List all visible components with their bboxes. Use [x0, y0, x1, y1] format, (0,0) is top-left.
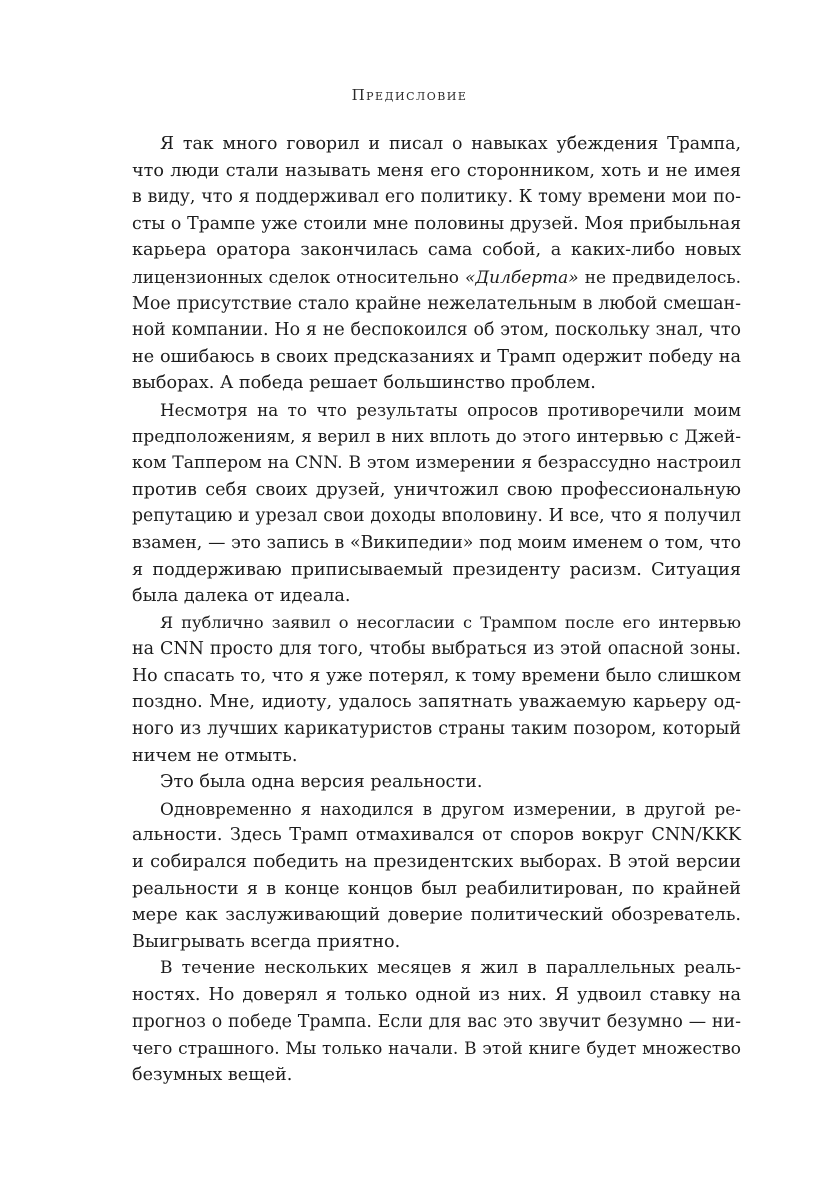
- text-line: в виду, что я поддерживал его политику. К тому времени мои по-: [132, 187, 741, 208]
- text-line: реальности я в конце концов был реабилитирован, по крайней: [132, 878, 741, 899]
- text-line: ком Таппером на CNN. В этом измерении я безрассудно настроил: [132, 453, 741, 474]
- text-line: Несмотря на то что результаты опросов противоречили моим: [160, 399, 741, 420]
- text-line: Я так много говорил и писал о навыках убеждения Трампа,: [160, 134, 741, 154]
- text-line: Это была одна версия реальности.: [160, 772, 483, 793]
- italic-title: «Дилберта»: [465, 266, 579, 287]
- text-line: ного из лучших карикатуристов страны таким позором, который: [132, 719, 741, 740]
- paragraph-3: [132, 610, 741, 770]
- text-line: и собирался победить на президентских выборах. В этой версии: [132, 852, 741, 873]
- paragraph-2: [132, 397, 741, 610]
- text-line: репутацию и урезал свои доходы вполовину. И все, что я получил: [132, 506, 741, 527]
- text-line: мере как заслуживающий доверие политический обозреватель.: [132, 905, 741, 926]
- text-line: Одновременно я находился в другом измерении, в другой ре-: [160, 798, 741, 819]
- text-line: прогноз о победе Трампа. Если для вас это звучит безумно — ни-: [132, 1011, 741, 1032]
- text-line: была далека от идеала.: [132, 586, 351, 607]
- paragraph-6: [132, 955, 741, 1088]
- text-line: Выигрывать всегда приятно.: [132, 931, 401, 952]
- text-line: альности. Здесь Трамп отмахивался от споров вокруг CNN/KKK: [132, 825, 741, 846]
- text-line: Мое присутствие стало крайне нежелательным в любой смешан-: [132, 293, 741, 314]
- text-line: безумных вещей.: [132, 1064, 293, 1085]
- text-line: В течение нескольких месяцев я жил в параллельных реаль-: [160, 958, 741, 979]
- running-head: Предисловие: [351, 86, 468, 104]
- text-line: не ошибаюсь в своих предсказаниях и Трамп одержит победу на: [132, 346, 741, 367]
- body-text: [132, 131, 741, 1088]
- paragraph-5: [132, 796, 741, 956]
- text-line: предположениям, я верил в них вплоть до этого интервью с Джей-: [132, 426, 741, 447]
- text-line: ничем не отмыть.: [132, 745, 298, 766]
- text-line: сты о Трампе уже стоили мне половины друзей. Моя прибыльная: [132, 213, 741, 234]
- text-line: выборах. А победа решает большинство проблем.: [132, 373, 596, 394]
- text-line: ной компании. Но я не беспокоился об этом, поскольку знал, что: [132, 320, 741, 341]
- text-line: Но спасать то, что я уже потерял, к тому времени было слишком: [132, 665, 741, 686]
- text-line: поздно. Мне, идиоту, удалось запятнать уважаемую карьеру од-: [132, 692, 741, 713]
- paragraph-4: [132, 769, 741, 796]
- text-line: чего страшного. Мы только начали. В этой книге будет множество: [132, 1038, 741, 1059]
- text-line: взамен, — это запись в «Википедии» под моим именем о том, что: [132, 532, 741, 553]
- text-line: я поддерживаю приписываемый президенту расизм. Ситуация: [132, 559, 741, 580]
- text-fragment: не предвиделось.: [584, 266, 741, 287]
- text-line: ностях. Но доверял я только одной из них. Я удвоил ставку на: [132, 985, 741, 1005]
- text-line: карьера оратора закончилась сама собой, а каких-либо новых: [132, 240, 741, 261]
- text-line: Я публично заявил о несогласии с Трампом после его интервью: [160, 612, 741, 632]
- text-fragment: лицензионных сделок относительно: [132, 266, 466, 287]
- text-line: против себя своих друзей, уничтожил свою профессиональную: [132, 479, 741, 500]
- text-line-with-italic: [132, 264, 741, 291]
- text-line: на CNN просто для того, чтобы выбраться из этой опасной зоны.: [132, 639, 741, 660]
- paragraph-1: [132, 131, 741, 397]
- text-line: что люди стали называть меня его сторонником, хоть и не имея: [132, 160, 741, 181]
